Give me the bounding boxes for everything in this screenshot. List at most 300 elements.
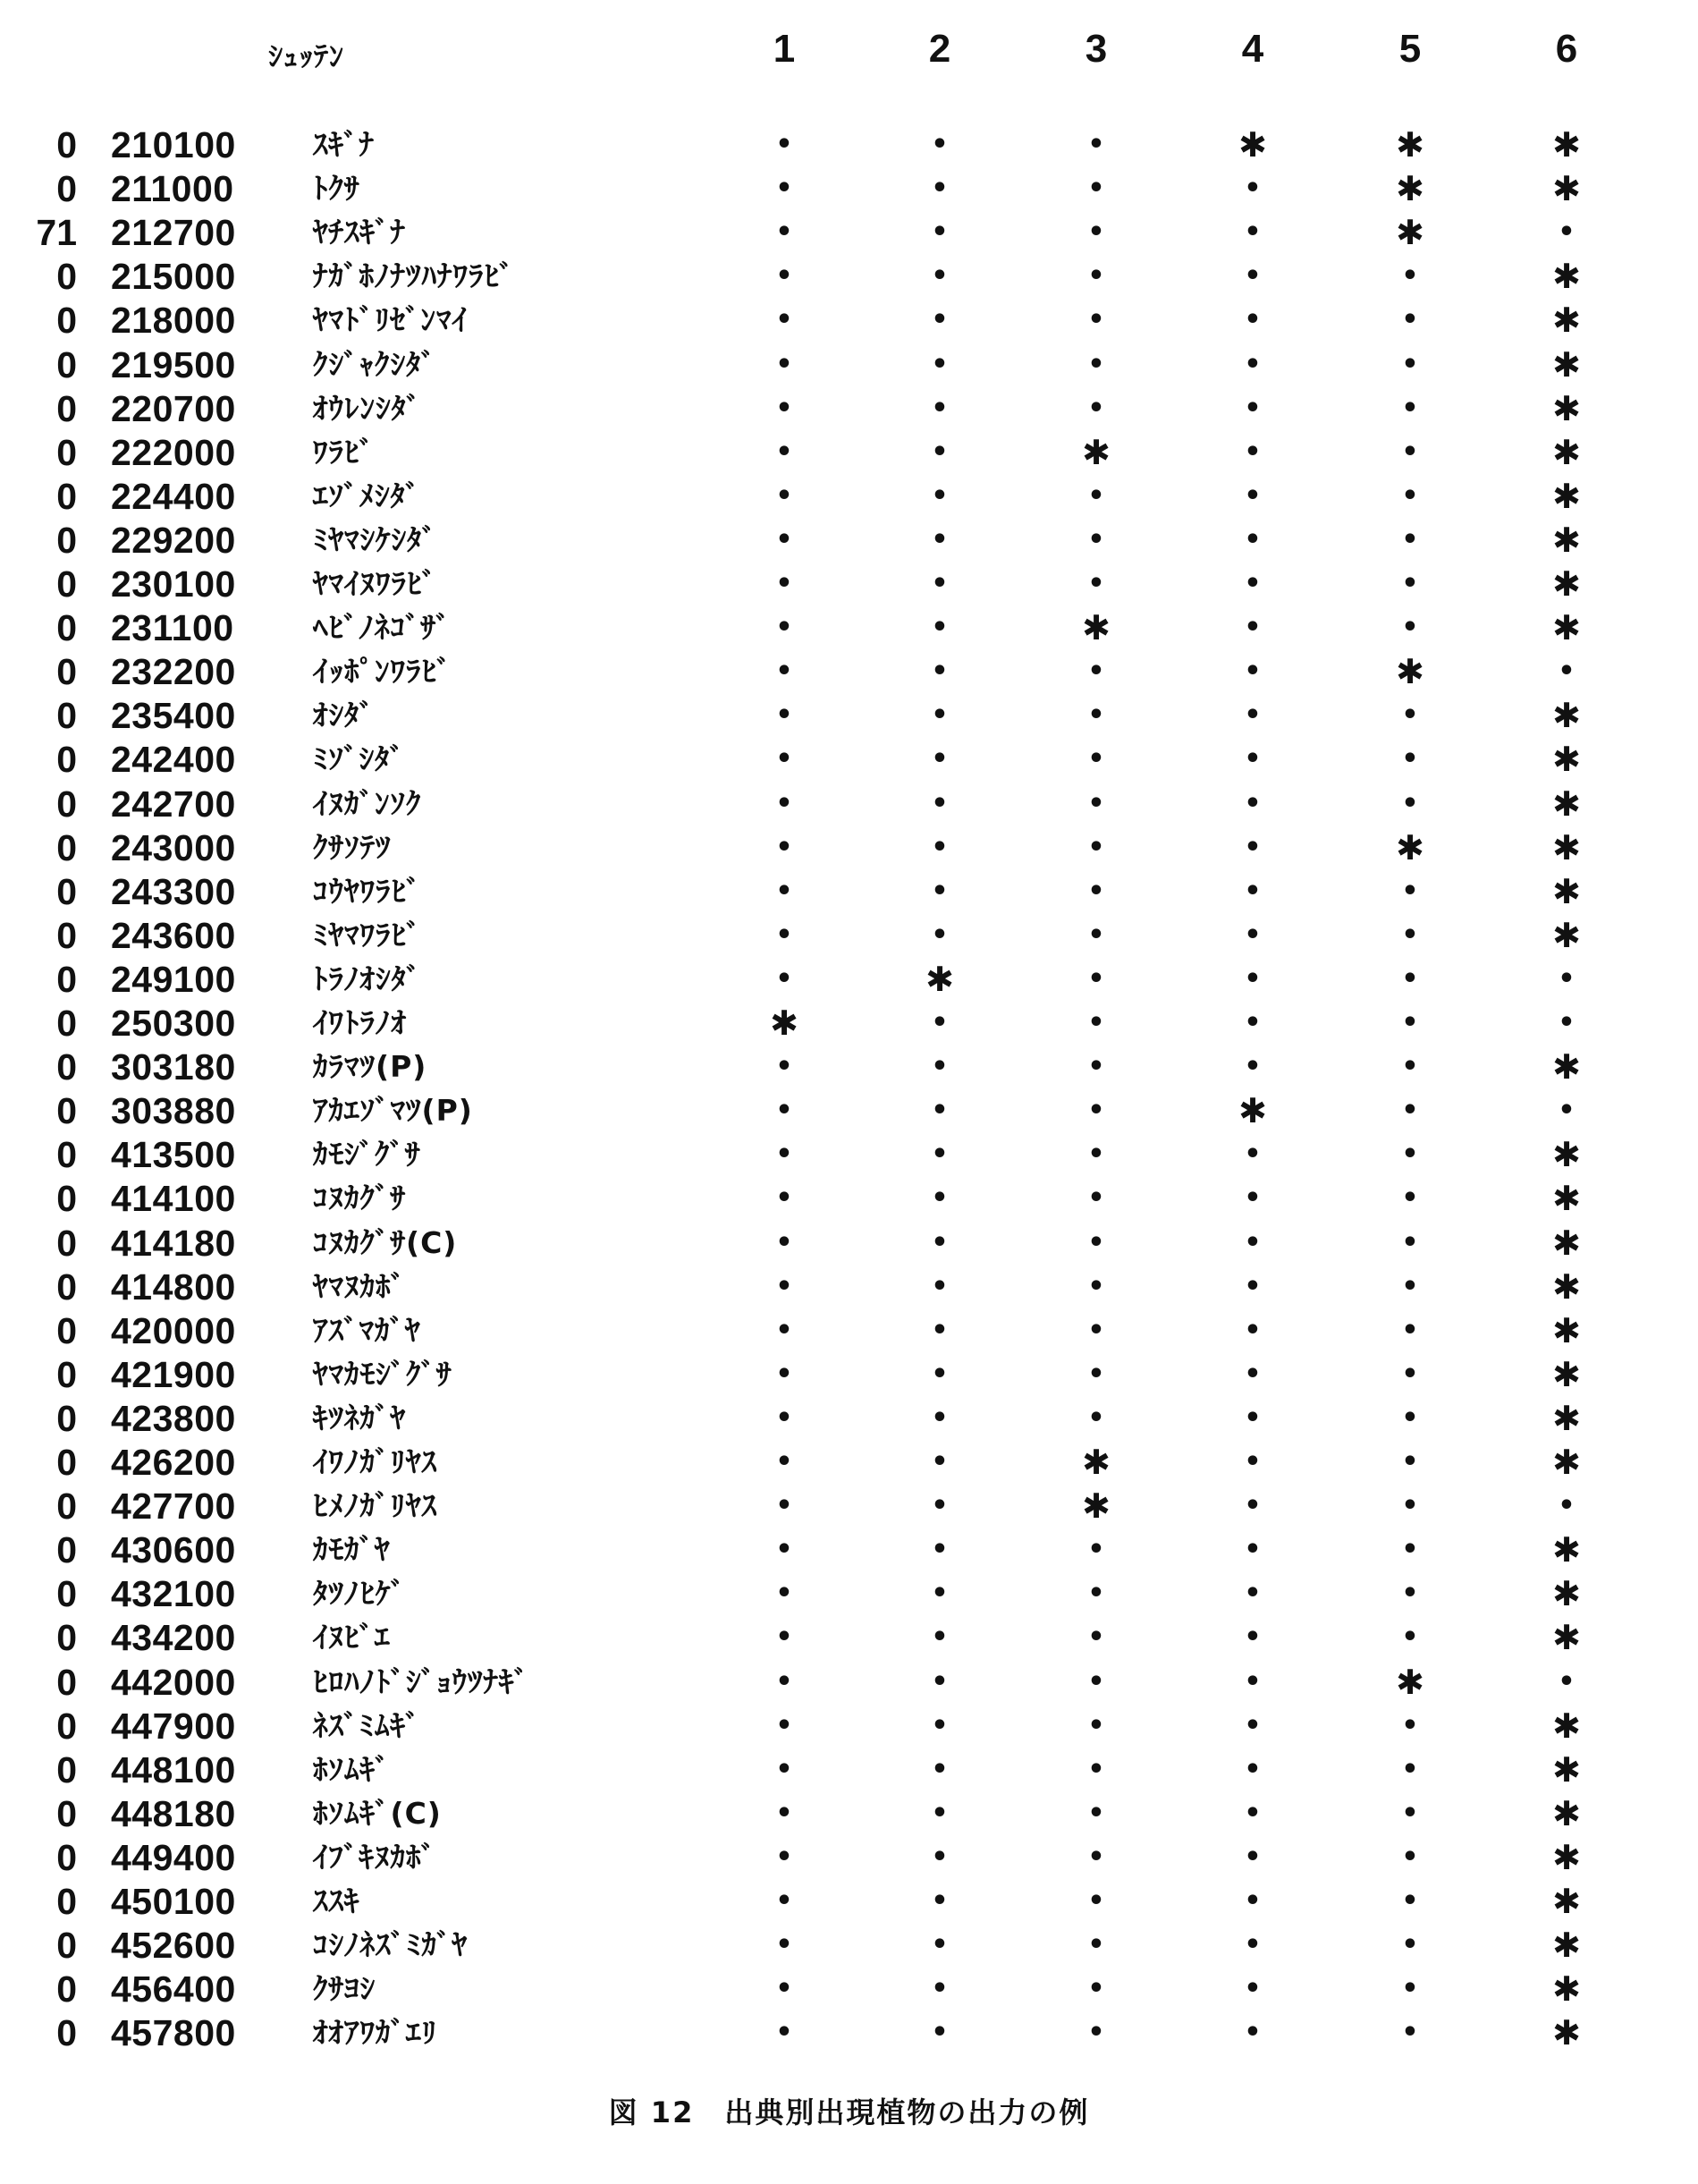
species-name: ｱｽﾞﾏｶﾞﾔ — [313, 1312, 421, 1348]
table-row — [0, 1528, 1698, 1572]
absence-dot: • — [931, 612, 949, 644]
absence-dot: • — [1244, 1929, 1262, 1961]
row-flag: 0 — [56, 870, 77, 912]
presence-mark: ✱ — [1552, 608, 1581, 648]
row-flag: 0 — [56, 343, 77, 385]
species-code: 420000 — [111, 1309, 236, 1351]
row-flag: 0 — [56, 1090, 77, 1132]
absence-dot: • — [1401, 1270, 1419, 1302]
presence-mark: ✱ — [770, 1003, 798, 1043]
table-row — [0, 210, 1698, 255]
absence-dot: • — [1087, 216, 1105, 249]
table-row — [0, 825, 1698, 870]
presence-mark: ✱ — [1238, 1091, 1267, 1131]
row-flag: 0 — [56, 1003, 77, 1044]
table-row — [0, 1045, 1698, 1089]
species-name: ｽｷﾞﾅ — [313, 127, 375, 162]
row-flag: 0 — [56, 387, 77, 429]
absence-dot: • — [931, 1534, 949, 1566]
absence-dot: • — [931, 216, 949, 249]
absence-dot: • — [775, 1973, 793, 2005]
absence-dot: • — [1558, 216, 1576, 249]
row-flag: 0 — [56, 1529, 77, 1571]
species-code: 432100 — [111, 1573, 236, 1615]
absence-dot: • — [1087, 348, 1105, 380]
absence-dot: • — [775, 1665, 793, 1697]
absence-dot: • — [1087, 962, 1105, 995]
figure-caption: 図 12 出典別出現植物の出力の例 — [608, 2095, 1090, 2129]
species-code: 211000 — [111, 168, 234, 210]
species-name: ﾐｿﾞｼﾀﾞ — [313, 741, 405, 777]
species-name: ﾀﾂﾉﾋｹﾞ — [313, 1576, 406, 1612]
table-row — [0, 1704, 1698, 1748]
absence-dot: • — [1401, 348, 1419, 380]
row-flag: 0 — [56, 1881, 77, 1922]
absence-dot: • — [775, 1578, 793, 1610]
table-row — [0, 1967, 1698, 2011]
absence-dot: • — [931, 1358, 949, 1390]
presence-mark: ✱ — [1396, 652, 1424, 692]
absence-dot: • — [1244, 216, 1262, 249]
species-code: 414800 — [111, 1266, 236, 1308]
absence-dot: • — [931, 1270, 949, 1302]
species-code: 434200 — [111, 1617, 236, 1659]
species-code: 450100 — [111, 1881, 236, 1922]
species-name: ｲﾜﾉｶﾞﾘﾔｽ — [313, 1444, 437, 1479]
absence-dot: • — [931, 523, 949, 555]
absence-dot: • — [1087, 1797, 1105, 1829]
species-code: 243300 — [111, 870, 236, 912]
species-code: 448180 — [111, 1792, 236, 1834]
table-row — [0, 2010, 1698, 2055]
presence-mark: ✱ — [1552, 740, 1581, 780]
species-code: 243600 — [111, 914, 236, 956]
absence-dot: • — [775, 1358, 793, 1390]
species-name: ｺｼﾉﾈｽﾞﾐｶﾞﾔ — [313, 1927, 468, 1963]
absence-dot: • — [931, 787, 949, 819]
absence-dot: • — [775, 260, 793, 292]
absence-dot: • — [1244, 787, 1262, 819]
absence-dot: • — [1244, 1226, 1262, 1258]
species-code: 242700 — [111, 783, 236, 825]
species-code: 414180 — [111, 1222, 236, 1264]
absence-dot: • — [931, 1753, 949, 1785]
table-row — [0, 869, 1698, 914]
species-name: ｵｼﾀﾞ — [313, 698, 375, 733]
absence-dot: • — [1244, 436, 1262, 468]
absence-dot: • — [931, 568, 949, 599]
absence-dot: • — [1087, 1973, 1105, 2005]
presence-mark: ✱ — [1396, 125, 1424, 165]
presence-mark: ✱ — [1552, 564, 1581, 604]
absence-dot: • — [1244, 173, 1262, 205]
presence-mark: ✱ — [1552, 257, 1581, 297]
absence-dot: • — [931, 1929, 949, 1961]
absence-dot: • — [931, 348, 949, 380]
absence-dot: • — [775, 1490, 793, 1522]
absence-dot: • — [1244, 831, 1262, 863]
row-flag: 0 — [56, 1617, 77, 1659]
absence-dot: • — [1401, 1007, 1419, 1038]
absence-dot: • — [1087, 656, 1105, 688]
species-name: ｲﾇﾋﾞｴ — [313, 1620, 391, 1655]
species-name: ﾄﾗﾉｵｼﾀﾞ — [313, 961, 422, 996]
presence-mark: ✱ — [1552, 1179, 1581, 1219]
absence-dot: • — [1401, 1182, 1419, 1215]
absence-dot: • — [1244, 392, 1262, 424]
absence-dot: • — [1244, 304, 1262, 336]
table-row — [0, 123, 1698, 167]
absence-dot: • — [1244, 1314, 1262, 1346]
species-code: 218000 — [111, 300, 236, 342]
species-code: 448100 — [111, 1748, 236, 1790]
table-row — [0, 649, 1698, 694]
absence-dot: • — [931, 1709, 949, 1741]
absence-dot: • — [775, 1797, 793, 1829]
species-name: ﾋﾒﾉｶﾞﾘﾔｽ — [313, 1488, 437, 1524]
row-flag: 0 — [56, 1309, 77, 1351]
table-row — [0, 1923, 1698, 1968]
row-flag: 0 — [56, 1397, 77, 1439]
absence-dot: • — [1087, 1007, 1105, 1038]
absence-dot: • — [931, 1578, 949, 1610]
species-name: ﾔﾏﾄﾞﾘｾﾞﾝﾏｲ — [313, 302, 468, 338]
table-row — [0, 693, 1698, 738]
absence-dot: • — [1401, 1841, 1419, 1873]
presence-mark: ✱ — [1552, 432, 1581, 472]
table-row — [0, 298, 1698, 343]
absence-dot: • — [931, 1139, 949, 1171]
row-flag: 0 — [56, 519, 77, 561]
presence-mark: ✱ — [1552, 520, 1581, 560]
absence-dot: • — [931, 1401, 949, 1434]
absence-dot: • — [1087, 1139, 1105, 1171]
absence-dot: • — [931, 2017, 949, 2049]
row-flag: 0 — [56, 1925, 77, 1967]
absence-dot: • — [1244, 612, 1262, 644]
table-row — [0, 957, 1698, 1002]
species-code: 423800 — [111, 1397, 236, 1439]
presence-mark: ✱ — [1552, 1354, 1581, 1394]
absence-dot: • — [775, 129, 793, 160]
row-flag: 0 — [56, 651, 77, 693]
absence-dot: • — [931, 436, 949, 468]
absence-dot: • — [1244, 1051, 1262, 1083]
table-row — [0, 518, 1698, 563]
presence-mark: ✱ — [1552, 1398, 1581, 1438]
absence-dot: • — [931, 392, 949, 424]
presence-mark: ✱ — [1552, 1135, 1581, 1175]
absence-dot: • — [775, 1841, 793, 1873]
absence-dot: • — [775, 1139, 793, 1171]
absence-dot: • — [1244, 523, 1262, 555]
absence-dot: • — [1244, 1401, 1262, 1434]
absence-dot: • — [931, 1182, 949, 1215]
species-name: ﾎｿﾑｷﾞ(C) — [313, 1795, 442, 1831]
absence-dot: • — [1401, 260, 1419, 292]
absence-dot: • — [1244, 1490, 1262, 1522]
absence-dot: • — [1558, 1095, 1576, 1127]
column-header-5: 5 — [1398, 27, 1422, 71]
absence-dot: • — [1558, 656, 1576, 688]
table-row — [0, 1748, 1698, 1792]
species-name: ﾄｸｻ — [313, 171, 360, 207]
absence-dot: • — [931, 1226, 949, 1258]
species-code: 457800 — [111, 2012, 236, 2054]
table-row — [0, 1879, 1698, 1924]
species-code: 303180 — [111, 1046, 236, 1088]
absence-dot: • — [1087, 1314, 1105, 1346]
row-flag: 0 — [56, 1134, 77, 1176]
absence-dot: • — [1401, 1226, 1419, 1258]
species-name: ｸｻｿﾃﾂ — [313, 829, 392, 865]
species-code: 222000 — [111, 431, 236, 473]
absence-dot: • — [931, 1490, 949, 1522]
absence-dot: • — [1558, 1490, 1576, 1522]
table-row — [0, 605, 1698, 650]
presence-mark: ✱ — [1396, 213, 1424, 253]
absence-dot: • — [1087, 1841, 1105, 1873]
species-name: ﾍﾋﾞﾉﾈｺﾞｻﾞ — [313, 610, 452, 646]
absence-dot: • — [775, 699, 793, 732]
table-row — [0, 782, 1698, 826]
species-name: ﾋﾛﾊﾉﾄﾞｼﾞｮｳﾂﾅｷﾞ — [313, 1663, 529, 1699]
absence-dot: • — [1401, 743, 1419, 775]
absence-dot: • — [1401, 568, 1419, 599]
absence-dot: • — [1087, 1578, 1105, 1610]
table-row — [0, 1660, 1698, 1705]
absence-dot: • — [775, 173, 793, 205]
absence-dot: • — [1244, 1358, 1262, 1390]
absence-dot: • — [1401, 1929, 1419, 1961]
species-name: ﾅｶﾞﾎﾉﾅﾂﾊﾅﾜﾗﾋﾞ — [313, 258, 515, 294]
species-code: 250300 — [111, 1003, 236, 1044]
presence-mark: ✱ — [1396, 1662, 1424, 1702]
presence-mark: ✱ — [1552, 2013, 1581, 2053]
presence-mark: ✱ — [1552, 344, 1581, 385]
row-flag: 0 — [56, 607, 77, 649]
row-flag: 0 — [56, 1046, 77, 1088]
presence-mark: ✱ — [1552, 1574, 1581, 1614]
row-flag: 0 — [56, 475, 77, 517]
table-row — [0, 1088, 1698, 1133]
row-flag: 0 — [56, 1266, 77, 1308]
absence-dot: • — [1401, 962, 1419, 995]
absence-dot: • — [1087, 392, 1105, 424]
absence-dot: • — [1244, 479, 1262, 512]
species-name: ｺﾇｶｸﾞｻ(C) — [313, 1224, 458, 1260]
absence-dot: • — [775, 2017, 793, 2049]
absence-dot: • — [1401, 1139, 1419, 1171]
row-flag: 0 — [56, 1353, 77, 1395]
presence-mark: ✱ — [1552, 1926, 1581, 1966]
absence-dot: • — [775, 831, 793, 863]
absence-dot: • — [1087, 1534, 1105, 1566]
species-code: 413500 — [111, 1134, 236, 1176]
absence-dot: • — [1244, 1007, 1262, 1038]
absence-dot: • — [775, 304, 793, 336]
presence-mark: ✱ — [1552, 1618, 1581, 1658]
row-flag: 0 — [56, 1705, 77, 1747]
absence-dot: • — [931, 831, 949, 863]
table-row — [0, 1265, 1698, 1309]
absence-dot: • — [1087, 568, 1105, 599]
species-code: 303880 — [111, 1090, 236, 1132]
absence-dot: • — [931, 129, 949, 160]
absence-dot: • — [1244, 1797, 1262, 1829]
species-code: 427700 — [111, 1486, 236, 1528]
absence-dot: • — [931, 304, 949, 336]
table-row — [0, 1132, 1698, 1177]
row-flag: 0 — [56, 2012, 77, 2054]
species-name: ｺﾇｶｸﾞｻ — [313, 1181, 406, 1216]
absence-dot: • — [775, 962, 793, 995]
presence-mark: ✱ — [1082, 1443, 1111, 1482]
species-code: 235400 — [111, 695, 236, 737]
absence-dot: • — [1087, 1358, 1105, 1390]
table-row — [0, 1835, 1698, 1880]
table-row — [0, 1615, 1698, 1660]
absence-dot: • — [775, 875, 793, 907]
presence-mark: ✱ — [1552, 1749, 1581, 1790]
absence-dot: • — [775, 656, 793, 688]
presence-mark: ✱ — [1552, 1530, 1581, 1570]
absence-dot: • — [1087, 1095, 1105, 1127]
table-row — [0, 166, 1698, 211]
absence-dot: • — [1244, 1270, 1262, 1302]
table-row — [0, 343, 1698, 387]
species-name: ｶﾓｼﾞｸﾞｻ — [313, 1137, 421, 1172]
absence-dot: • — [931, 918, 949, 951]
table-row — [0, 737, 1698, 782]
absence-dot: • — [1401, 479, 1419, 512]
absence-dot: • — [1558, 962, 1576, 995]
absence-dot: • — [931, 1095, 949, 1127]
absence-dot: • — [1087, 831, 1105, 863]
absence-dot: • — [1087, 1621, 1105, 1654]
absence-dot: • — [1087, 1885, 1105, 1917]
absence-dot: • — [775, 1709, 793, 1741]
absence-dot: • — [1087, 875, 1105, 907]
absence-dot: • — [775, 392, 793, 424]
absence-dot: • — [1401, 523, 1419, 555]
row-flag: 0 — [56, 1178, 77, 1220]
absence-dot: • — [775, 523, 793, 555]
absence-dot: • — [1401, 1885, 1419, 1917]
absence-dot: • — [1244, 1665, 1262, 1697]
row-flag: 0 — [56, 1792, 77, 1834]
row-flag: 0 — [56, 168, 77, 210]
presence-mark: ✱ — [1552, 915, 1581, 955]
presence-mark: ✱ — [1238, 125, 1267, 165]
absence-dot: • — [1087, 1270, 1105, 1302]
table-row — [0, 1221, 1698, 1266]
absence-dot: • — [931, 1051, 949, 1083]
absence-dot: • — [775, 918, 793, 951]
species-code: 210100 — [111, 124, 236, 165]
presence-mark: ✱ — [1396, 827, 1424, 868]
presence-mark: ✱ — [1552, 169, 1581, 209]
row-flag: 0 — [56, 1748, 77, 1790]
absence-dot: • — [1087, 1051, 1105, 1083]
presence-mark: ✱ — [1552, 301, 1581, 341]
absence-dot: • — [931, 1446, 949, 1477]
presence-mark: ✱ — [1552, 783, 1581, 824]
species-code: 426200 — [111, 1442, 236, 1483]
species-name: ﾔﾁｽｷﾞﾅ — [313, 215, 406, 250]
absence-dot: • — [1401, 918, 1419, 951]
absence-dot: • — [1087, 1226, 1105, 1258]
absence-dot: • — [1401, 1973, 1419, 2005]
row-flag: 0 — [56, 695, 77, 737]
table-row — [0, 254, 1698, 299]
row-flag: 0 — [56, 1222, 77, 1264]
species-code: 456400 — [111, 1968, 236, 2010]
species-name: ｲﾌﾞｷﾇｶﾎﾞ — [313, 1839, 436, 1875]
absence-dot: • — [775, 568, 793, 599]
presence-mark: ✱ — [925, 959, 954, 999]
absence-dot: • — [775, 1095, 793, 1127]
species-code: 212700 — [111, 212, 236, 254]
species-code: 242400 — [111, 739, 236, 781]
presence-mark: ✱ — [1396, 169, 1424, 209]
absence-dot: • — [931, 1665, 949, 1697]
absence-dot: • — [931, 1885, 949, 1917]
absence-dot: • — [1087, 129, 1105, 160]
row-flag: 0 — [56, 1661, 77, 1703]
absence-dot: • — [1244, 656, 1262, 688]
absence-dot: • — [1244, 875, 1262, 907]
row-flag: 0 — [56, 958, 77, 1000]
species-code: 421900 — [111, 1353, 236, 1395]
absence-dot: • — [1087, 1182, 1105, 1215]
species-name: ﾜﾗﾋﾞ — [313, 434, 375, 470]
absence-dot: • — [931, 656, 949, 688]
row-flag: 0 — [56, 256, 77, 298]
species-code: 219500 — [111, 343, 236, 385]
absence-dot: • — [1087, 787, 1105, 819]
absence-dot: • — [1087, 743, 1105, 775]
species-name: ｲﾇｶﾞﾝｿｸ — [313, 785, 422, 821]
presence-mark: ✱ — [1552, 1266, 1581, 1307]
absence-dot: • — [1244, 1578, 1262, 1610]
species-name: ﾐﾔﾏﾜﾗﾋﾞ — [313, 917, 422, 952]
absence-dot: • — [1401, 2017, 1419, 2049]
presence-mark: ✱ — [1552, 476, 1581, 516]
species-code: 442000 — [111, 1661, 236, 1703]
absence-dot: • — [775, 1446, 793, 1477]
column-header-1: 1 — [773, 27, 796, 71]
species-name: ﾎｿﾑｷﾞ — [313, 1751, 391, 1787]
absence-dot: • — [1401, 392, 1419, 424]
table-row — [0, 1396, 1698, 1441]
column-header-6: 6 — [1555, 27, 1578, 71]
absence-dot: • — [1401, 1490, 1419, 1522]
row-flag: 0 — [56, 300, 77, 342]
absence-dot: • — [1401, 787, 1419, 819]
presence-mark: ✱ — [1552, 871, 1581, 911]
row-flag: 0 — [56, 826, 77, 868]
absence-dot: • — [1401, 1314, 1419, 1346]
absence-dot: • — [1244, 260, 1262, 292]
absence-dot: • — [1401, 699, 1419, 732]
absence-dot: • — [1244, 1885, 1262, 1917]
presence-mark: ✱ — [1552, 696, 1581, 736]
presence-mark: ✱ — [1552, 1793, 1581, 1833]
absence-dot: • — [1401, 1401, 1419, 1434]
absence-dot: • — [1244, 1841, 1262, 1873]
absence-dot: • — [1087, 523, 1105, 555]
